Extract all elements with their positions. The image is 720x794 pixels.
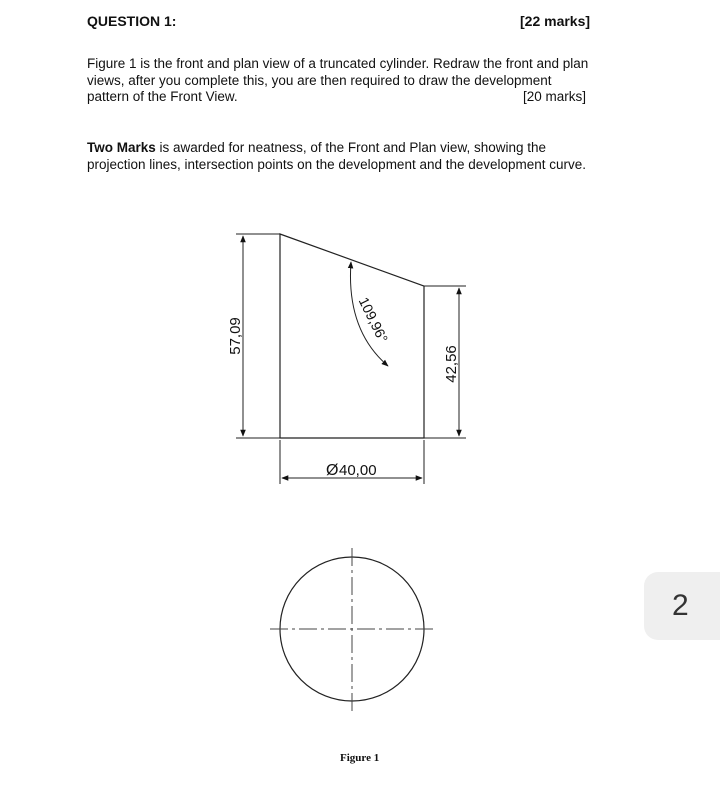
neatness-line-2: projection lines, intersection points on the development and the development curve. — [87, 156, 587, 172]
figure-caption: Figure 1 — [340, 752, 380, 764]
instructions-line-2: views, after you complete this, you are then required to draw the development — [87, 72, 552, 88]
front-view — [280, 234, 424, 438]
dim-left-height-label: 57,09 — [227, 317, 244, 355]
neatness-bold-lead: Two Marks — [87, 140, 156, 155]
instructions-line-1: Figure 1 is the front and plan view of a truncated cylinder. Redraw the front and plan — [87, 56, 589, 71]
plan-view — [270, 548, 434, 712]
question-total-marks: [22 marks] — [520, 13, 591, 29]
question-title: QUESTION 1: — [87, 13, 177, 29]
instructions-line-3: pattern of the Front View. — [87, 89, 238, 104]
dim-right-height-label: 42,56 — [443, 345, 460, 383]
diameter-symbol: Ø — [326, 462, 339, 479]
dim-diameter-label: 40,00 — [339, 462, 377, 479]
neatness-line-1-rest: is awarded for neatness, of the Front and Plan view, showing the — [155, 140, 546, 155]
page-number-label: 2 — [672, 589, 689, 622]
dim-angle-label: 109,96° — [355, 294, 392, 346]
instructions-marks: [20 marks] — [523, 89, 587, 104]
front-view-outline — [280, 234, 424, 438]
page-number-badge[interactable] — [644, 572, 720, 640]
